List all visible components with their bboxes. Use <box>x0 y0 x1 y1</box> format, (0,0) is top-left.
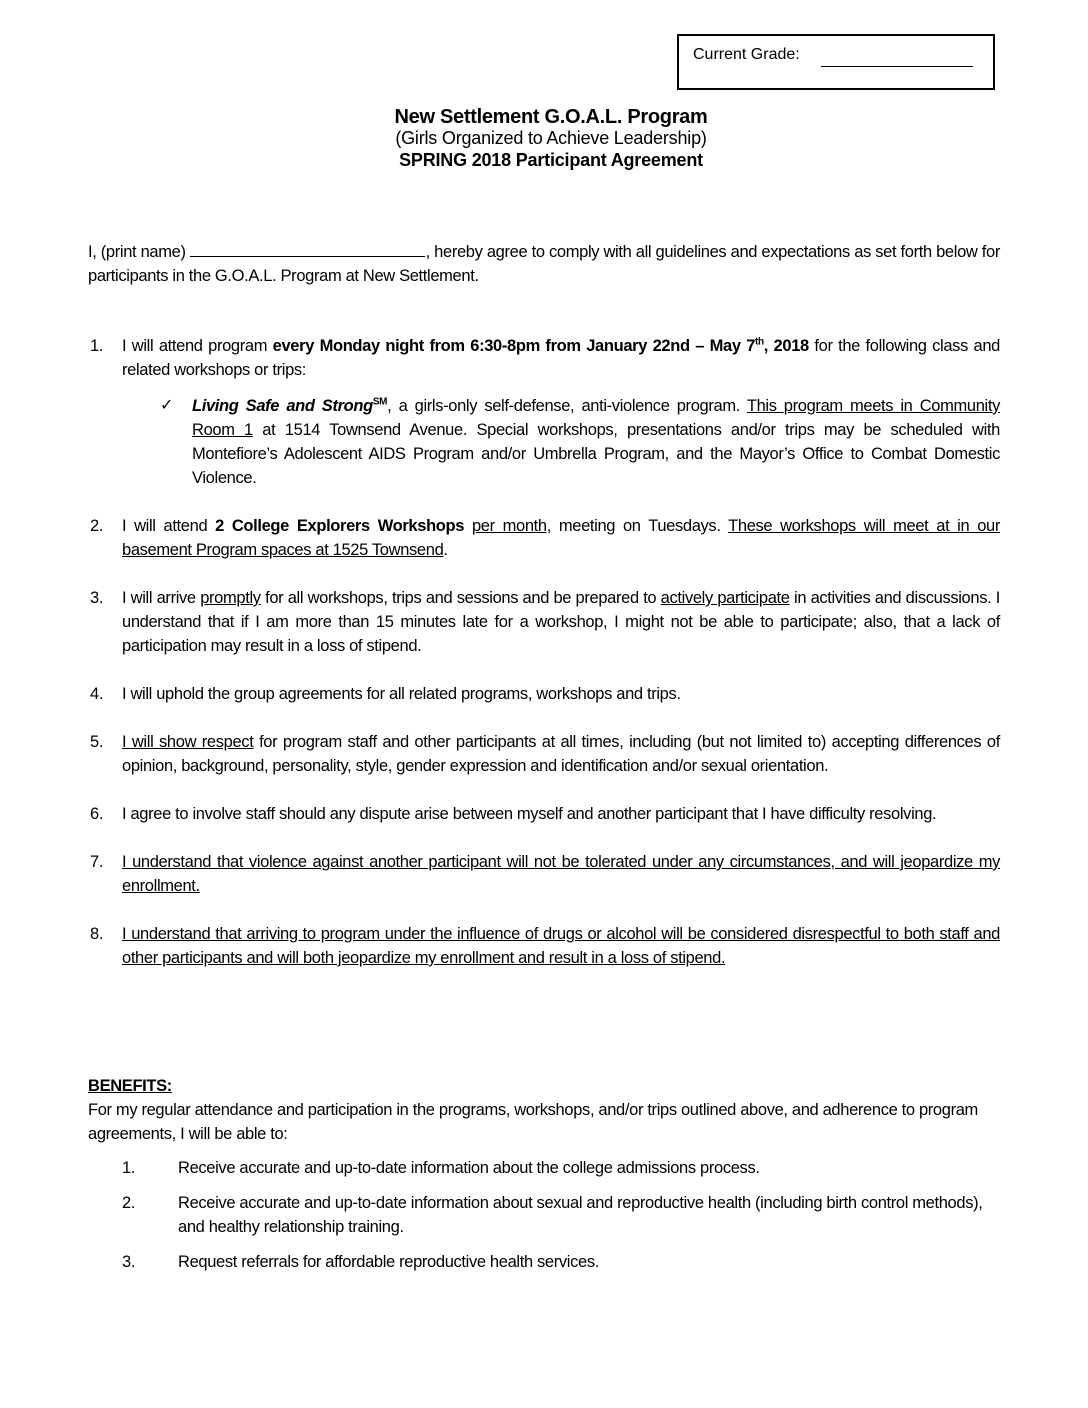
intro-suffix: , hereby agree to comply with all guidelines and expectations as set forth below for participants in the G.O.A.L. Program at New Settlement. <box>88 243 1000 285</box>
item-number: 5. <box>90 733 104 751</box>
item-text: . <box>443 541 448 559</box>
location-text: These workshops will meet at in our basement Program spaces at 1525 Townsend <box>122 517 1000 559</box>
print-name-field[interactable] <box>190 240 425 257</box>
program-name: Living Safe and Strong <box>192 397 373 415</box>
agreement-title: SPRING 2018 Participant Agreement <box>399 150 703 170</box>
workshop-count: 2 College Explorers Workshops <box>215 517 465 535</box>
checkmark-icon: ✓ <box>160 397 174 414</box>
item-text: I will arrive <box>122 589 201 607</box>
item-text: I understand that arriving to program under the influence of drugs or alcohol will be considered disrespectful to both staff and other participants and will both jeopardize my enrollment and result in a loss of stipend. <box>122 925 1000 967</box>
benefit-text: Receive accurate and up-to-date information about the college admissions process. <box>178 1159 760 1177</box>
intro-prefix: I, (print name) <box>88 243 186 261</box>
current-grade-field[interactable] <box>821 66 973 67</box>
service-mark: SM <box>372 396 388 408</box>
agreement-item <box>88 850 1000 898</box>
benefit-item <box>88 1191 1000 1239</box>
item-number: 4. <box>90 685 104 703</box>
item-text: in activities and discussions. I understand that if I am more than 15 minutes late for a workshop, I might not be able to participate; also, that a lack of participation may result in a loss of stipend. <box>122 589 1001 655</box>
current-grade-box <box>677 34 995 90</box>
benefits-section <box>88 1074 1000 1285</box>
sub-item-text: at 1514 Townsend Avenue. Special workshops, presentations and/or trips may be scheduled with Montefiore’s Adolescent AIDS Program and/or Umbrella Program, and the Mayor’s Office to Combat Domestic Violence. <box>192 421 1000 487</box>
item-number: 3. <box>90 589 104 607</box>
benefit-item <box>88 1156 1000 1180</box>
benefits-heading: BENEFITS: <box>88 1077 172 1095</box>
sub-item-location: This program meets in Community Room 1 <box>192 397 1000 439</box>
item-text: for program staff and other participants at all times, including (but not limited to) accepting differences of opinion, background, personality, style, gender expression and identification and/or sexual orientation. <box>122 733 1000 775</box>
year-text: , 2018 <box>763 337 809 355</box>
emphasis-text: promptly <box>200 589 261 607</box>
item-number: 3. <box>122 1253 136 1271</box>
program-title: New Settlement G.O.A.L. Program <box>394 106 708 128</box>
agreement-list <box>88 334 1000 994</box>
intro-paragraph <box>88 240 1000 288</box>
document-header <box>0 106 1088 171</box>
benefit-text: Request referrals for affordable reproductive health services. <box>178 1253 599 1271</box>
benefit-item <box>88 1250 1000 1274</box>
item-number: 1. <box>122 1159 136 1177</box>
schedule-text: every Monday night from 6:30-8pm from January 22nd – May 7 <box>272 337 756 355</box>
item-number: 2. <box>122 1194 136 1212</box>
item-text: I will attend program <box>122 337 273 355</box>
item-number: 2. <box>90 517 104 535</box>
agreement-item <box>88 922 1000 970</box>
item-text: I will attend <box>122 517 216 535</box>
item-number: 7. <box>90 853 104 871</box>
item-text: I will uphold the group agreements for all related programs, workshops and trips. <box>122 685 681 703</box>
agreement-item <box>88 586 1000 658</box>
sub-item-text: , a girls-only self-defense, anti-violence program. <box>387 397 747 415</box>
item-text: I understand that violence against another participant will not be tolerated under any circumstances, and will jeopardize my enrollment. <box>122 853 1000 895</box>
item-text: for the following class and related workshops or trips: <box>122 337 1000 379</box>
benefits-intro: For my regular attendance and participation in the programs, workshops, and/or trips outlined above, and adherence to program agreements, I will be able to: <box>88 1101 978 1143</box>
agreement-item <box>88 802 1000 826</box>
item-number: 8. <box>90 925 104 943</box>
benefit-text: Receive accurate and up-to-date information about sexual and reproductive health (including birth control methods), and healthy relationship training. <box>178 1194 983 1236</box>
spacer <box>464 517 472 535</box>
frequency-text: per month, <box>471 517 551 535</box>
emphasis-text: actively participate <box>660 589 790 607</box>
benefits-list <box>88 1156 1000 1274</box>
item-number: 1. <box>90 337 104 355</box>
agreement-item <box>88 334 1000 490</box>
ordinal-suffix: th <box>755 336 764 348</box>
item-text: meeting on Tuesdays. <box>550 517 729 535</box>
agreement-item <box>88 730 1000 778</box>
item-text: for all workshops, trips and sessions and be prepared to <box>260 589 661 607</box>
agreement-item <box>88 514 1000 562</box>
current-grade-label: Current Grade: <box>693 46 800 63</box>
item-text: I agree to involve staff should any dispute arise between myself and another participant that I have difficulty resolving. <box>122 805 937 823</box>
program-subtitle: (Girls Organized to Achieve Leadership) <box>395 128 707 148</box>
emphasis-text: I will show respect <box>122 733 254 751</box>
item-number: 6. <box>90 805 104 823</box>
sub-item-living-safe <box>160 394 1000 490</box>
agreement-item <box>88 682 1000 706</box>
